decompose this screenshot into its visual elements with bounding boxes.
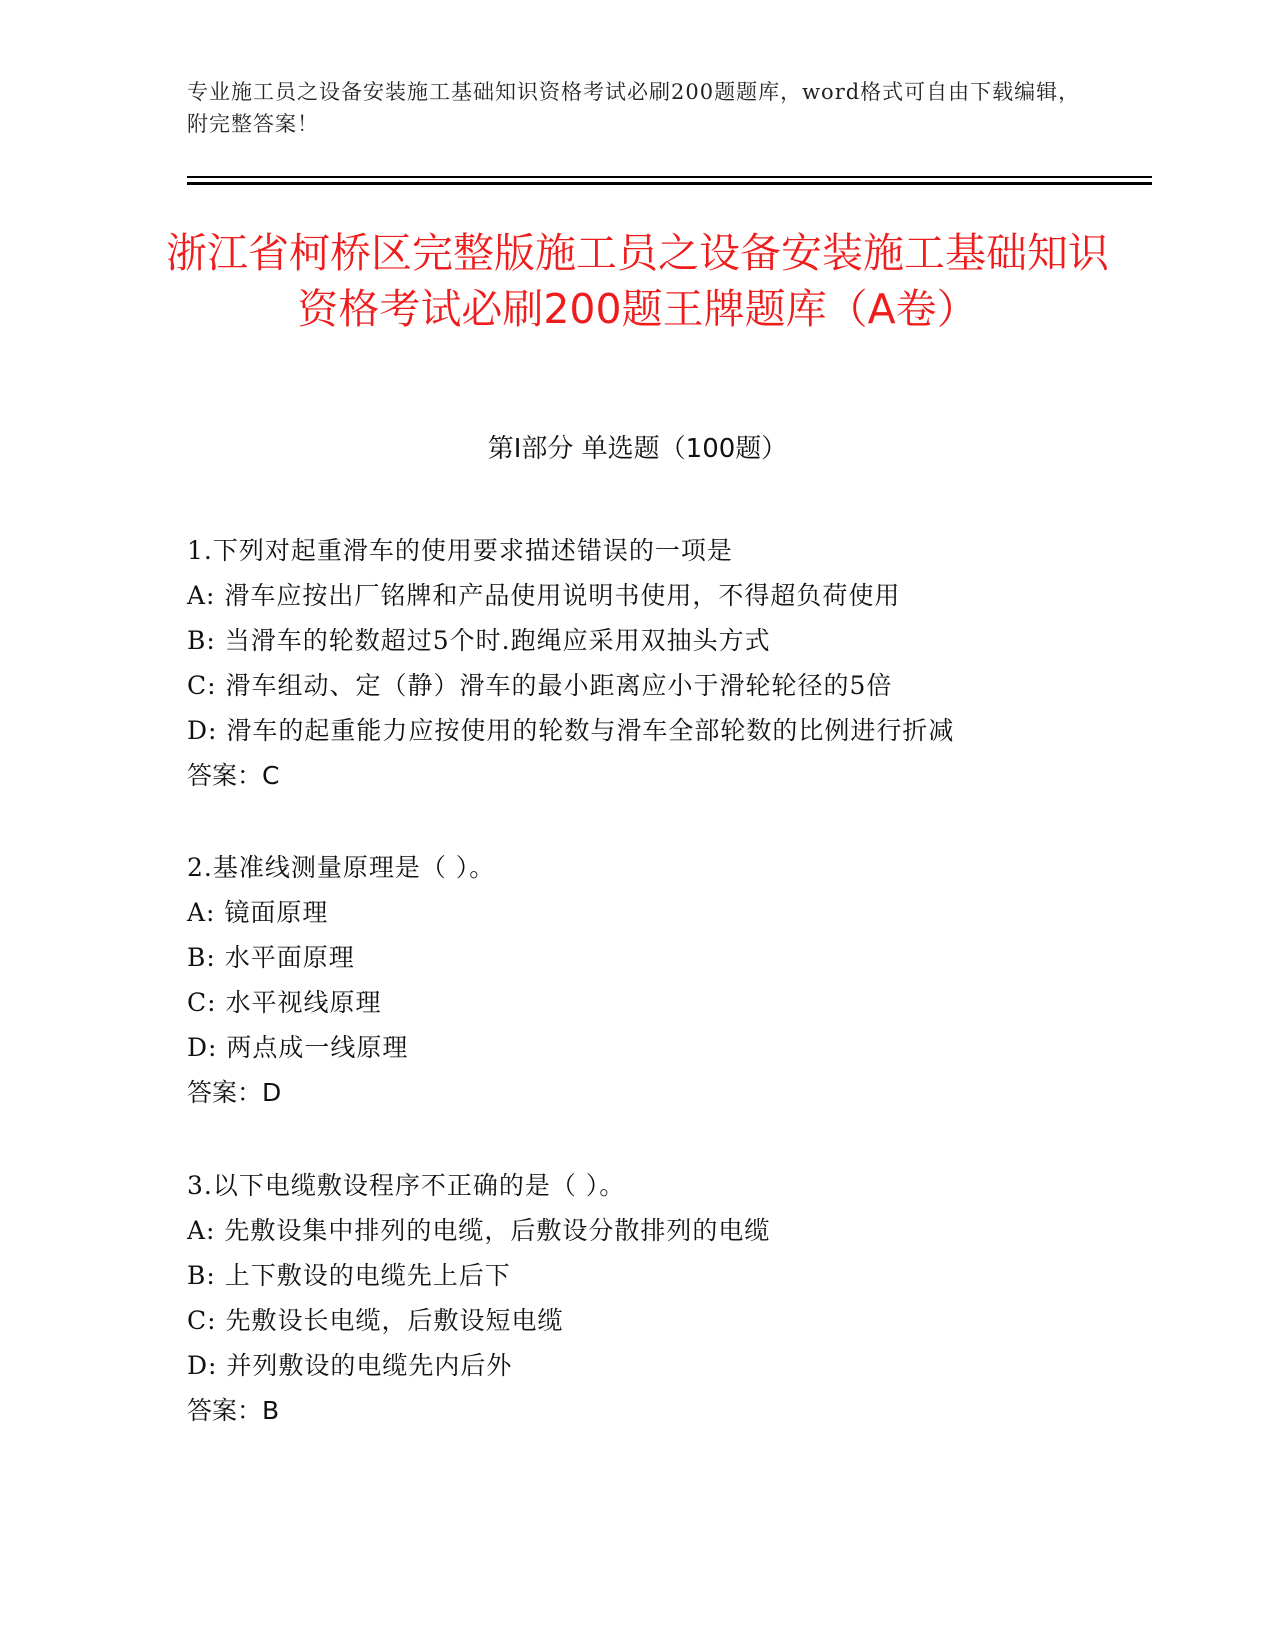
option-d: D: 并列敷设的电缆先内后外	[187, 1351, 513, 1380]
question-stem: 3.以下电缆敷设程序不正确的是（ ）。	[187, 1171, 626, 1200]
option-d: D: 两点成一线原理	[187, 1033, 409, 1062]
option-b: B: 上下敷设的电缆先上后下	[187, 1261, 511, 1290]
option-b: B: 当滑车的轮数超过5个时.跑绳应采用双抽头方式	[187, 626, 771, 655]
question-stem: 1.下列对起重滑车的使用要求描述错误的一项是	[187, 536, 733, 565]
option-c: C: 滑车组动、定（静）滑车的最小距离应小于滑轮轮径的5倍	[187, 671, 893, 700]
document-title: 浙江省柯桥区完整版施工员之设备安装施工基础知识资格考试必刷200题王牌题库（A卷）	[166, 229, 1109, 333]
option-c: C: 先敷设长电缆，后敷设短电缆	[187, 1306, 564, 1335]
option-d: D: 滑车的起重能力应按使用的轮数与滑车全部轮数的比例进行折减	[187, 716, 955, 745]
question-2	[187, 845, 1147, 1115]
header-divider-thin	[187, 176, 1152, 178]
section-title: 第I部分 单选题（100题）	[487, 434, 788, 464]
answer: 答案：C	[187, 761, 280, 790]
option-a: A: 先敷设集中排列的电缆，后敷设分散排列的电缆	[187, 1216, 771, 1245]
header-divider-thick	[187, 182, 1152, 185]
header-note: 专业施工员之设备安装施工基础知识资格考试必刷200题题库，word格式可自由下载编辑，附完整答案！	[187, 80, 1081, 136]
question-3	[187, 1163, 1147, 1433]
question-1	[187, 528, 1147, 798]
option-b: B: 水平面原理	[187, 943, 355, 972]
question-stem: 2.基准线测量原理是（ ）。	[187, 853, 496, 882]
answer: 答案：D	[187, 1078, 282, 1107]
option-a: A: 镜面原理	[187, 898, 329, 927]
option-c: C: 水平视线原理	[187, 988, 382, 1017]
answer: 答案：B	[187, 1396, 280, 1425]
option-a: A: 滑车应按出厂铭牌和产品使用说明书使用，不得超负荷使用	[187, 581, 901, 610]
